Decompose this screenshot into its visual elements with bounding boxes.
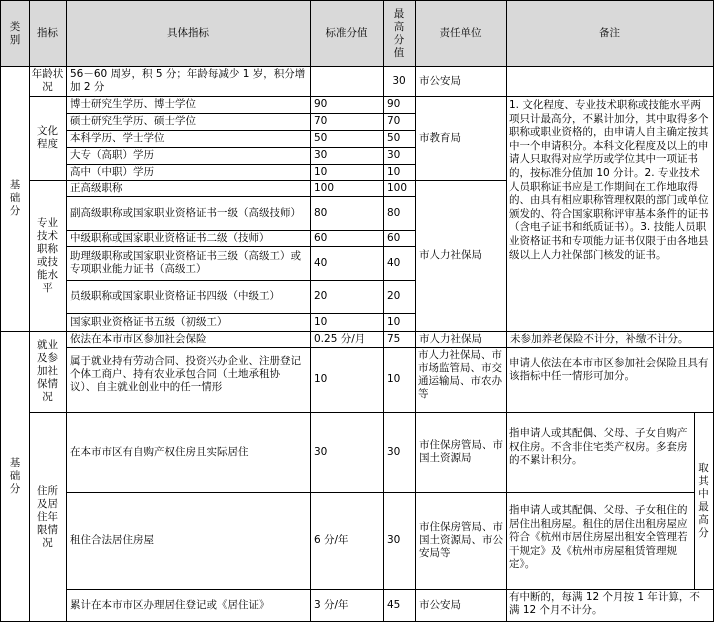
- edu-row-name: 大专（高职）学历: [70, 149, 154, 161]
- edu-row-max: 50: [387, 132, 401, 144]
- employ-row2-unit: 市人力社保局、市市场监管局、市交通运输局、市农办等: [418, 349, 502, 400]
- edu-row-max: 10: [387, 165, 401, 178]
- indicator-age: 年龄状况: [31, 68, 64, 93]
- category-basic-text: 基础分: [9, 179, 21, 217]
- header-category-text: 类别: [9, 20, 21, 46]
- housing-row1-name: 在本市市区有自购产权住房且实际居住: [70, 445, 249, 458]
- employ-row1-std: 0.25 分/月: [314, 332, 366, 345]
- skill-row-max: 40: [387, 256, 401, 269]
- skill-row-name: 员级职称或国家职业资格证书四级（中级工）: [70, 290, 280, 302]
- edu-row-name: 硕士研究生学历、硕士学位: [70, 115, 196, 127]
- housing-row2-std: 6 分/年: [314, 534, 349, 546]
- employ-row2-max: 10: [387, 373, 401, 385]
- employ-row2-std: 10: [314, 373, 328, 385]
- housing-row2-max: 30: [387, 534, 401, 546]
- edu-row-max: 70: [387, 115, 401, 127]
- housing-row3-note: 有中断的，每满 12 个月按 1 年计算，不满 12 个月不计分。: [509, 591, 700, 616]
- skill-unit: 市人力社保局: [419, 249, 482, 261]
- employ-row1-unit: 市人力社保局: [419, 332, 482, 345]
- header-note: 备注: [506, 1, 713, 66]
- housing-row2-note: 指申请人或其配偶、父母、子女租住的居住出租房屋。租住的居住出租房屋应符合《杭州市居住房屋出租安全管理若干规定》及《杭州市房屋租赁管理规定》。: [509, 504, 688, 571]
- skill-row-name: 副高级职称或国家职业资格证书一级（高级技师）: [70, 206, 301, 219]
- edu-row-std: 50: [314, 132, 328, 144]
- employ-row1-name: 依法在本市市区参加社会保险: [70, 332, 207, 345]
- indicator-employment: [29, 331, 66, 412]
- housing-row1-note: 指申请人或其配偶、父母、子女自购产权住房。不含非住宅类产权房。多套房的不累计积分。: [509, 427, 688, 467]
- employ-row2-name: 属于就业持有劳动合同、投资兴办企业、注册登记个体工商户、持有农业承包合同（土地承租协议）、自主就业创业中的任一情形: [70, 355, 301, 393]
- edu-unit: 市教育局: [419, 131, 461, 144]
- edu-row-std: 10: [314, 165, 328, 178]
- skill-row-std: 20: [314, 290, 328, 302]
- header-category: [1, 1, 29, 66]
- edu-row-name: 高中（中职）学历: [70, 165, 154, 178]
- indicator-employment-text: 就业及参加社保情况: [37, 339, 58, 403]
- edu-row-std: 90: [314, 98, 328, 110]
- skill-row-max: 100: [387, 181, 408, 194]
- edu-row-std: 30: [314, 149, 328, 161]
- indicator-housing: [29, 412, 66, 622]
- housing-row1-unit: 市住保房管局、市国土资源局: [419, 439, 503, 464]
- skill-row-name: 助理级职称或国家职业资格证书三级（高级工）或专项职业能力证书（高级工）: [70, 250, 301, 275]
- edu-row-max: 90: [387, 98, 401, 110]
- skill-row-std: 60: [314, 231, 328, 244]
- age-max: 30: [392, 74, 406, 87]
- employ-row2-note: 申请人依法在本市市区参加社会保险且具有该指标中任一情形可加分。: [509, 357, 709, 382]
- header-unit: 责任单位: [415, 1, 506, 66]
- housing-row1-max: 30: [387, 445, 401, 458]
- housing-row2-name: 租住合法居住房屋: [70, 534, 154, 546]
- indicator-housing-text: 住所及居住年限情况: [37, 484, 58, 549]
- housing-side-note: [694, 412, 713, 589]
- category-basic: [1, 66, 29, 331]
- indicator-education: [29, 96, 66, 180]
- housing-row1-std: 30: [314, 445, 328, 458]
- skill-row-max: 20: [387, 290, 401, 302]
- employ-row1-note: 未参加养老保险不计分，补缴不计分。: [510, 332, 689, 345]
- housing-row3-unit: 市公安局: [419, 599, 461, 611]
- edu-row-name: 博士研究生学历、博士学位: [70, 98, 196, 110]
- header-standard: 标准分值: [310, 1, 383, 66]
- housing-side-note-text: 取其中最高分: [698, 461, 709, 539]
- housing-row3-std: 3 分/年: [314, 599, 349, 611]
- skill-row-std: 100: [314, 181, 335, 194]
- category-basic-2: [1, 331, 29, 622]
- header-max-text: 最高分值: [393, 7, 405, 59]
- skill-row-name: 国家职业资格证书五级（初级工）: [70, 315, 228, 328]
- edu-row-std: 70: [314, 115, 328, 127]
- skill-row-std: 10: [314, 315, 328, 328]
- employ-row1-max: 75: [387, 332, 401, 345]
- age-desc: 56－60 周岁，积 5 分；年龄每减少 1 岁，积分增加 2 分: [70, 68, 306, 93]
- housing-row3-name: 累计在本市市区办理居住登记或《居住证》: [70, 599, 270, 611]
- indicator-skill: [29, 180, 66, 331]
- housing-row3-max: 45: [387, 599, 401, 611]
- skill-row-max: 10: [387, 315, 401, 328]
- header-specific: 具体指标: [66, 1, 310, 66]
- skill-row-name: 正高级职称: [70, 181, 123, 194]
- age-unit: 市公安局: [419, 74, 461, 87]
- indicator-education-text: 文化程度: [37, 125, 58, 150]
- housing-row2-unit: 市住保房管局、市国土资源局、市公安局等: [419, 521, 503, 559]
- skill-row-std: 40: [314, 256, 328, 269]
- skill-row-name: 中级职称或国家职业资格证书二级（技师）: [70, 231, 270, 244]
- edu-row-name: 本科学历、学士学位: [70, 132, 165, 144]
- edu-row-max: 30: [387, 149, 401, 161]
- indicator-skill-text: 专业技术职称或技能水平: [37, 216, 58, 294]
- skill-row-max: 60: [387, 231, 401, 244]
- header-indicator: 指标: [29, 1, 66, 66]
- skill-row-std: 80: [314, 206, 328, 219]
- header-max: [383, 1, 415, 66]
- basic-note: 1. 文化程度、专业技术职称或技能水平两项只计最高分，不累计加分，其中取得多个职称或职业资格的，由申请人自主确定按其中一个申请积分。本科文化程度及以上的申请人只取得对应学历或学位其中一项证书的，按标准分值加 10 分计。2. 专业技术人员职称证书应是工作期间在工作地取得的、由具有相应职称管理权限的部门或单位颁发的、符合国家职称评审基本条件的证书（含电子证书和纸质证书）。3. 技能人员职业资格证书和专项能力证书仅限于由各地县级以上人力社保部门核发的证书。: [509, 99, 709, 261]
- skill-row-max: 80: [387, 206, 401, 219]
- category-basic-2-text: 基础分: [9, 457, 21, 495]
